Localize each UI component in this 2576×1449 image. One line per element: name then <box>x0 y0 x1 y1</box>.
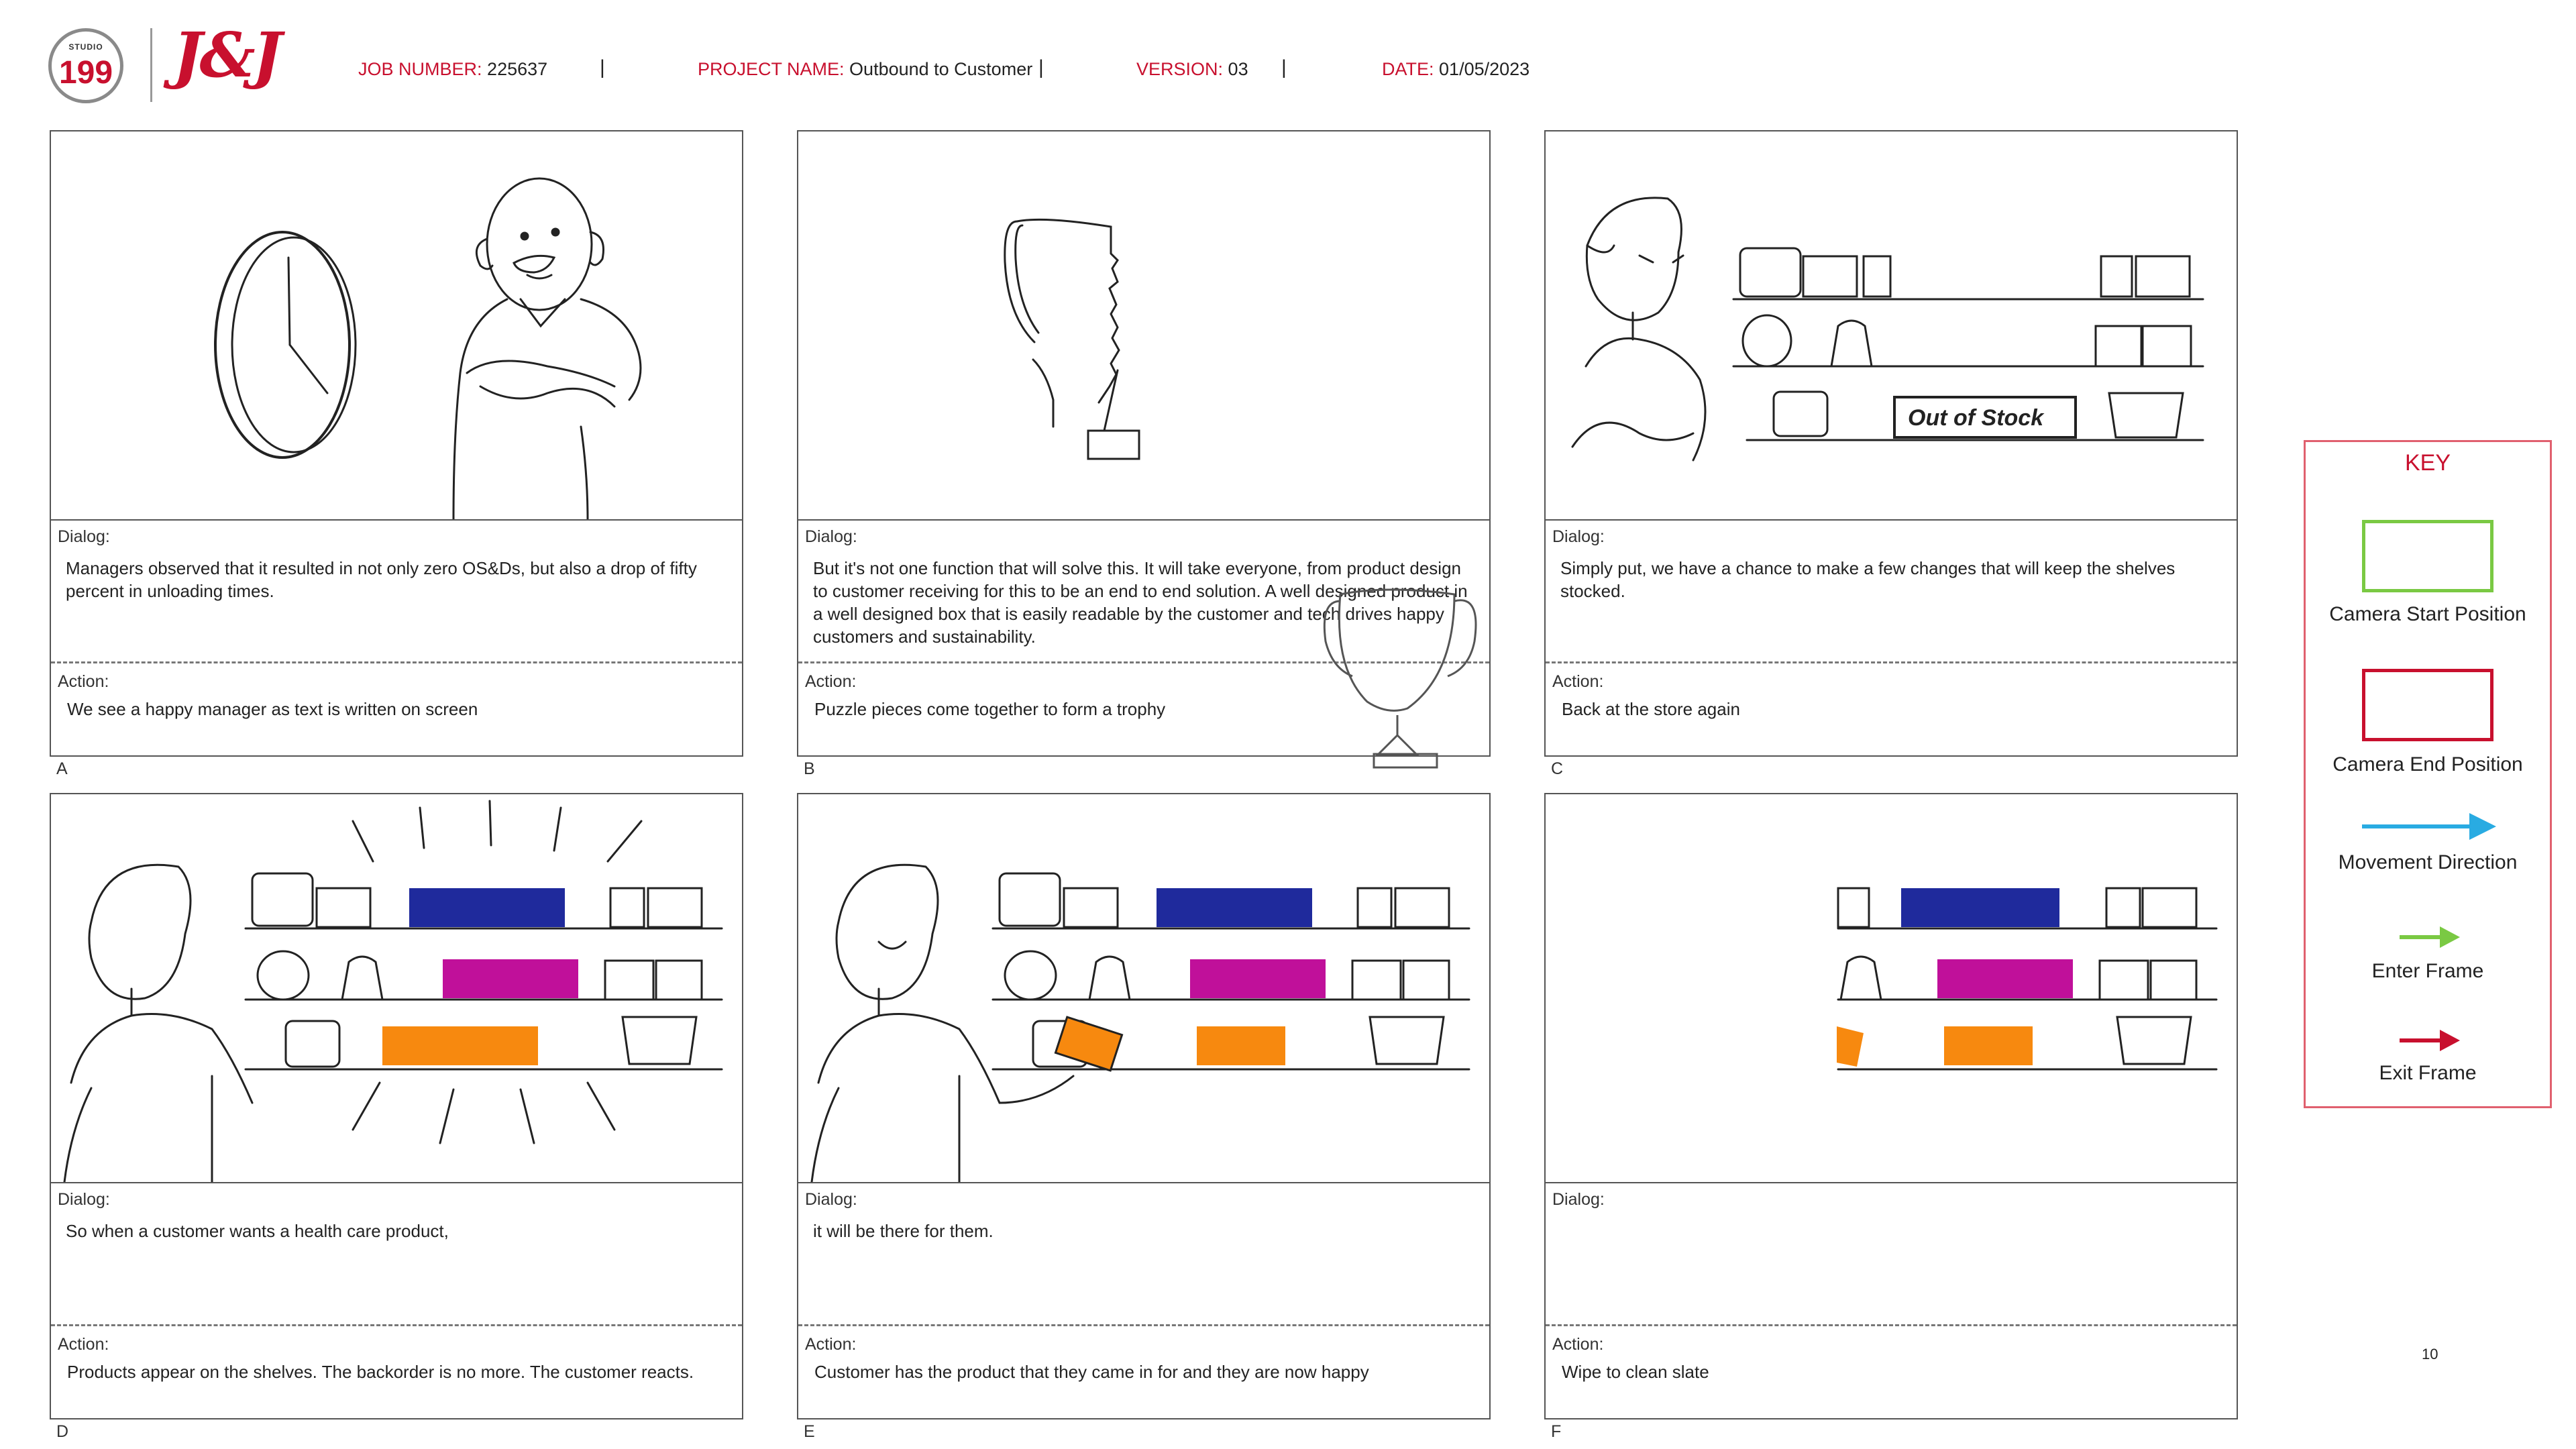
panel-d-illustration <box>51 794 742 1183</box>
dialog-text: Simply put, we have a chance to make a few changes that will keep the shelves stocked. <box>1560 558 2176 601</box>
movement-arrow-icon <box>2362 810 2496 843</box>
panel-letter: D <box>56 1422 69 1441</box>
out-of-stock-label: Out of Stock <box>1908 405 2044 431</box>
header-separator: | <box>600 56 605 78</box>
storyboard-panel-e: Dialog: it will be there for them. Action: Customer has the product that they came in for and they are now happy <box>797 793 1491 1419</box>
products <box>1837 888 2073 1067</box>
customer-character <box>64 865 252 1182</box>
storyboard-panel-a: Dialog: Managers observed that it resulted in not only zero OS&Ds, but also a drop of fifty percent in unloading times. Action: We see a happy manager as text is written on screen <box>50 130 743 757</box>
header-separator: | <box>1281 56 1287 78</box>
dashed-divider <box>1546 661 2237 663</box>
panel-letter: A <box>56 759 68 778</box>
panel-letter: B <box>804 759 815 778</box>
storyboard-panel-c: Out of Stock Dialog: Simply put, we have a chance to make a few changes that will keep the shelves stocked. Action: Back at the store again <box>1544 130 2238 757</box>
panel-a-illustration <box>51 131 742 521</box>
date: DATE: 01/05/2023 <box>1382 59 1530 79</box>
header-separator: | <box>1038 56 1044 78</box>
action-text: Puzzle pieces come together to form a trophy <box>814 699 1166 719</box>
logo-divider <box>150 28 152 102</box>
job-number: JOB NUMBER: 225637 <box>358 59 548 79</box>
dialog-text: So when a customer wants a health care product, <box>66 1221 449 1241</box>
project-name: PROJECT NAME: Outbound to Customer <box>698 59 1033 79</box>
dashed-divider <box>51 1324 742 1326</box>
version: VERSION: 03 <box>1136 59 1248 79</box>
jnj-logo: J&J <box>173 19 280 91</box>
panel-letter: F <box>1551 1422 1562 1441</box>
held-product <box>1055 1017 1122 1071</box>
key-label: Camera Start Position <box>2329 603 2526 625</box>
enter-frame-arrow-icon <box>2400 924 2460 951</box>
key-title: KEY <box>2404 450 2451 476</box>
key-label: Movement Direction <box>2338 851 2518 873</box>
dialog-text: it will be there for them. <box>813 1221 994 1241</box>
action-text: Products appear on the shelves. The backorder is no more. The customer reacts. <box>67 1362 694 1382</box>
dashed-divider <box>1546 1324 2237 1326</box>
puzzle-trophy-icon <box>1005 219 1139 459</box>
key-label: Exit Frame <box>2379 1062 2477 1084</box>
trophy-icon <box>1320 574 1492 769</box>
dashed-divider <box>51 661 742 663</box>
out-of-stock-sign <box>1894 397 2076 437</box>
dashed-divider <box>798 1324 1489 1326</box>
clock-icon <box>215 232 356 458</box>
panel-c-illustration <box>1546 131 2237 521</box>
page-number: 10 <box>2422 1346 2438 1362</box>
action-text: Wipe to clean slate <box>1562 1362 1709 1382</box>
key-label: Camera End Position <box>2332 753 2523 775</box>
camera-end-swatch <box>2362 669 2493 741</box>
storyboard-panel-d: Dialog: So when a customer wants a health care product, Action: Products appear on the shelves. The backorder is no more. The customer reacts. <box>50 793 743 1419</box>
legend-key <box>2304 440 2552 1108</box>
panel-letter: C <box>1551 759 1564 778</box>
camera-start-swatch <box>2362 520 2493 592</box>
exit-frame-arrow-icon <box>2400 1027 2460 1054</box>
panel-letter: E <box>804 1422 815 1441</box>
key-label: Enter Frame <box>2371 960 2484 982</box>
manager-character <box>453 178 641 519</box>
studio-199-logo: STUDIO 199 <box>48 28 123 103</box>
dialog-text: But it's not one function that will solve this. It will take everyone, from product design to customer receiving for this to be an end to end solution. A well designed product in a well designed box that is easily readable by the customer and tech drives happy customers and sustainability. <box>813 558 1468 647</box>
customer-character <box>1572 198 1705 460</box>
panel-f-illustration <box>1546 794 2237 1183</box>
products <box>1157 888 1326 1065</box>
action-text: Customer has the product that they came in for and they are now happy <box>814 1362 1369 1382</box>
action-text: Back at the store again <box>1562 699 1740 719</box>
panel-b-illustration <box>798 131 1489 521</box>
storyboard-panel-f: Dialog: Action: Wipe to clean slate <box>1544 793 2238 1419</box>
action-text: We see a happy manager as text is written on screen <box>67 699 478 719</box>
products <box>382 888 578 1065</box>
storyboard-panel-b: Dialog: But it's not one function that will solve this. It will take everyone, from product design to customer receiving for this to be an end to end solution. A well designed product in a well designed box that is easily readable by the customer and tech drives happy customers and sustainability. Action: Puzzle pieces come together to form a trophy <box>797 130 1491 757</box>
panel-e-illustration <box>798 794 1489 1183</box>
dialog-text: Managers observed that it resulted in not only zero OS&Ds, but also a drop of fifty percent in unloading times. <box>66 558 697 601</box>
